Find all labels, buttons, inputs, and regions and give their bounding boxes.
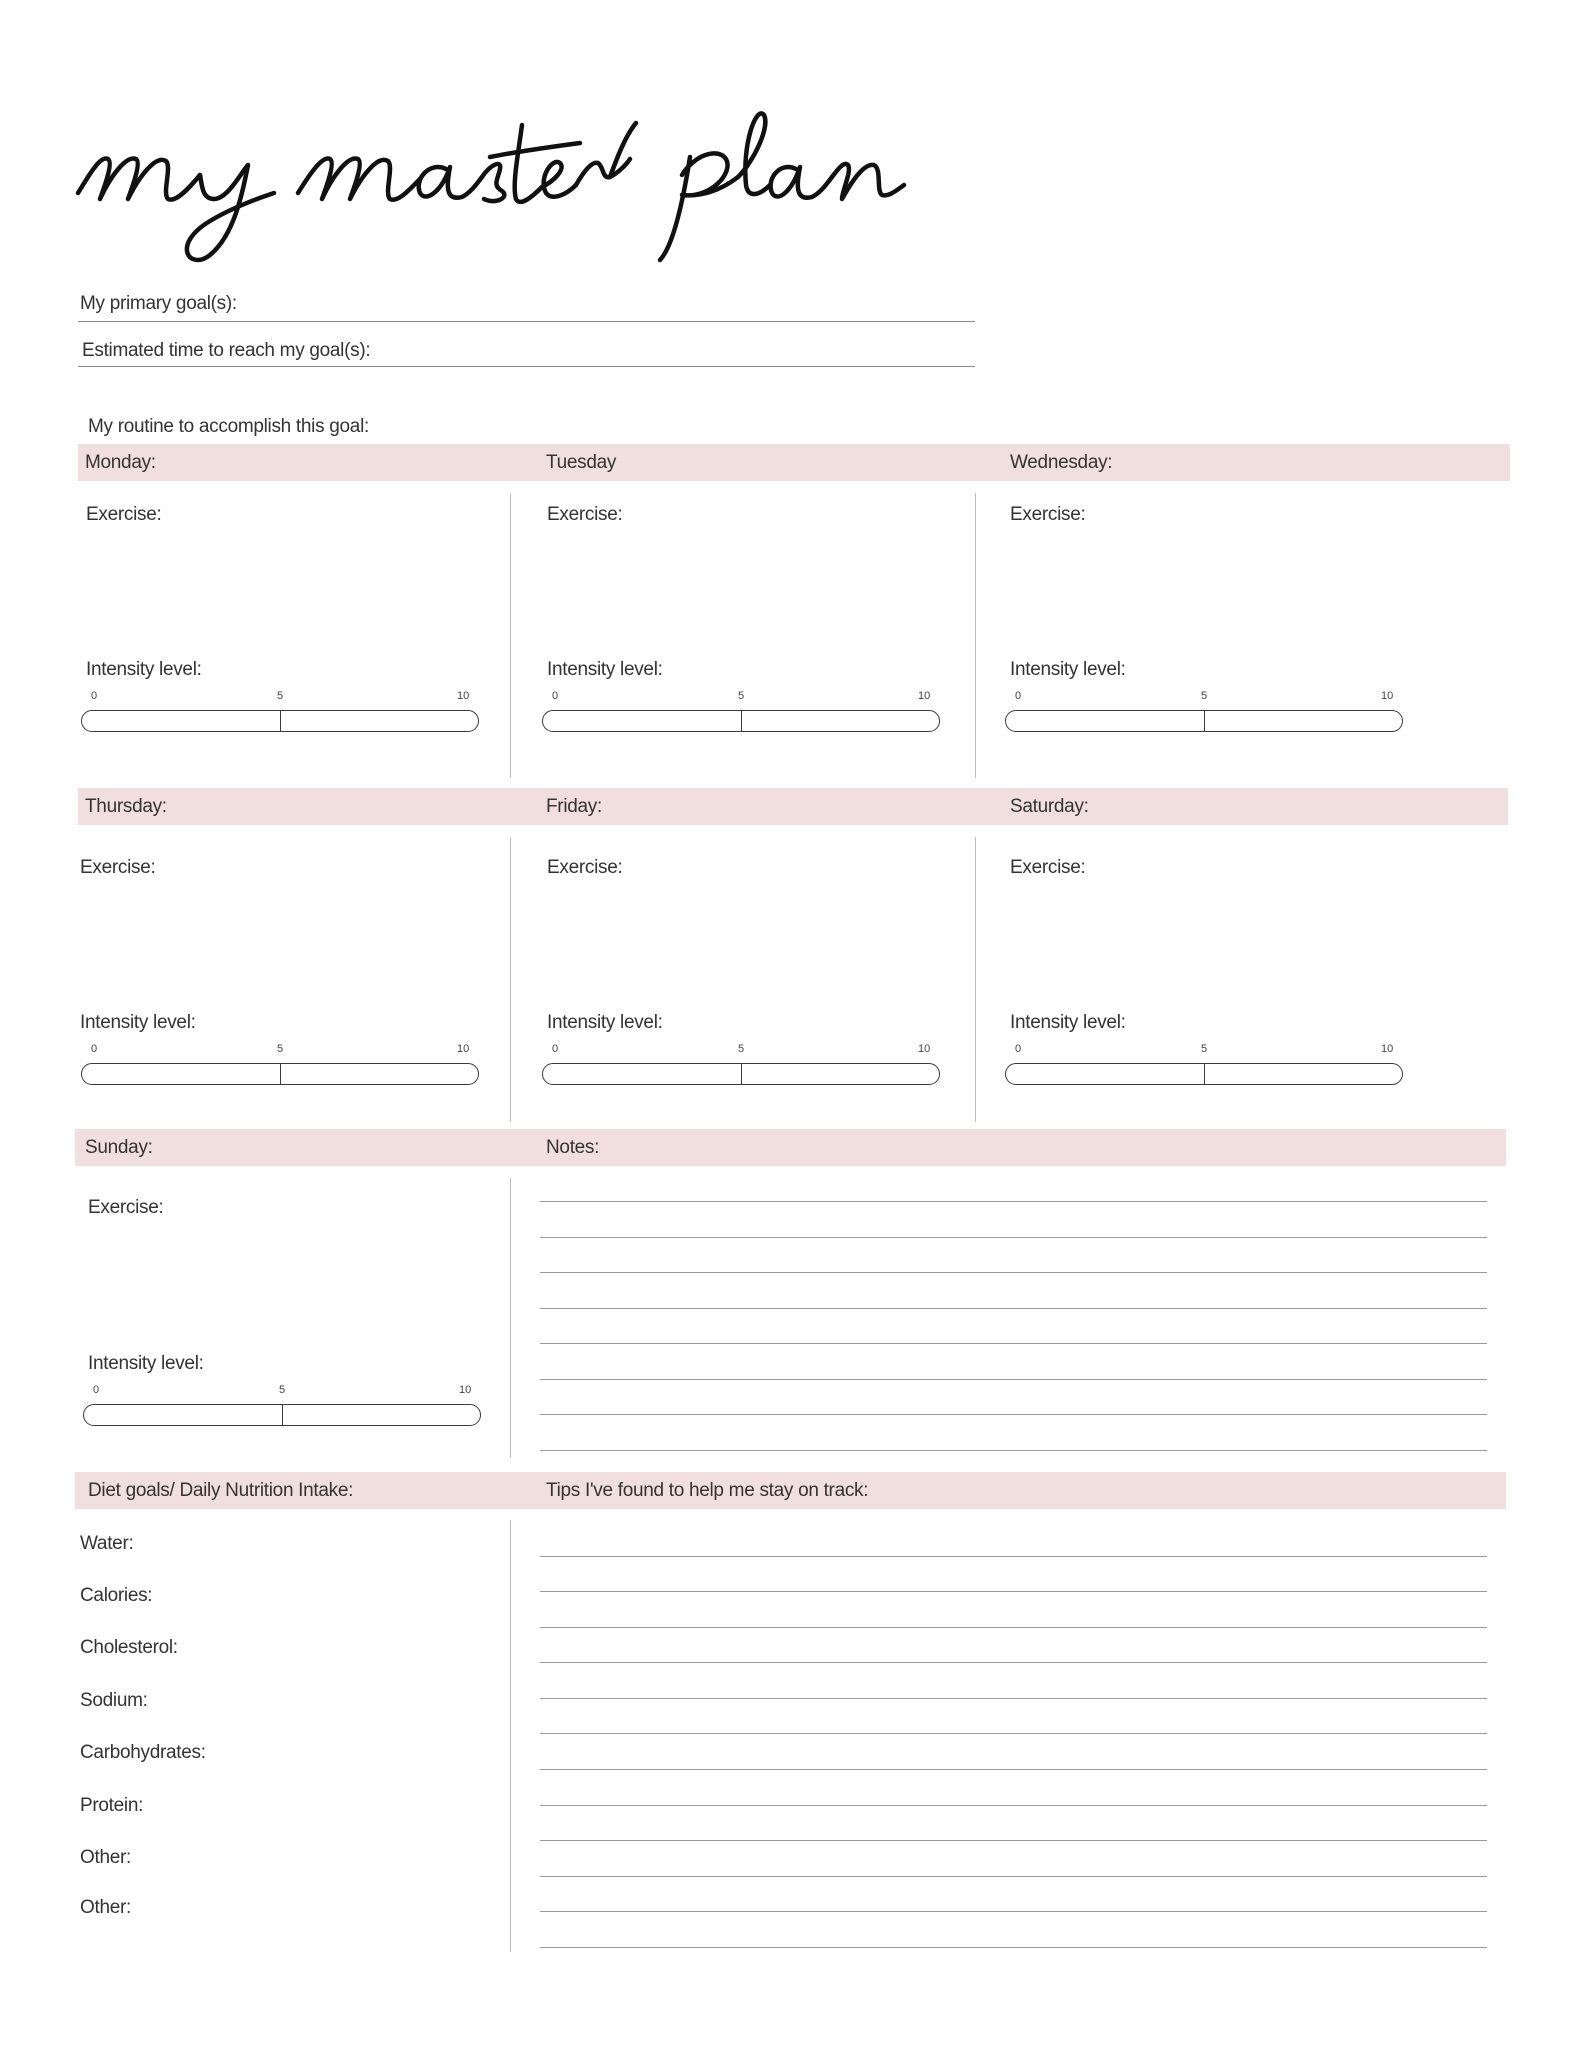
- intensity-label: Intensity level:: [547, 1012, 663, 1033]
- diet-item-carbohydrates: Carbohydrates:: [80, 1742, 206, 1763]
- diet-item-cholesterol: Cholesterol:: [80, 1637, 178, 1658]
- scale-max: 10: [457, 690, 470, 702]
- row3-header-band: [75, 1129, 1506, 1166]
- column-divider: [510, 1520, 511, 1952]
- intensity-scale-friday[interactable]: [542, 1043, 942, 1093]
- scale-min: 0: [1015, 690, 1022, 702]
- notes-line[interactable]: [540, 1379, 1487, 1380]
- notes-line[interactable]: [540, 1308, 1487, 1309]
- tips-line[interactable]: [540, 1591, 1487, 1592]
- diet-item-water: Water:: [80, 1533, 134, 1554]
- estimated-time-line[interactable]: [78, 366, 975, 367]
- day-label-tuesday: Tuesday: [546, 452, 617, 473]
- tips-line[interactable]: [540, 1556, 1487, 1557]
- scale-mid: 5: [738, 690, 745, 702]
- tips-line[interactable]: [540, 1947, 1487, 1948]
- notes-line[interactable]: [540, 1414, 1487, 1415]
- row2-header-band: [78, 788, 1508, 825]
- exercise-label: Exercise:: [88, 1197, 164, 1218]
- scale-mid: 5: [1201, 690, 1208, 702]
- intensity-scale-tuesday[interactable]: [542, 690, 942, 740]
- intensity-scale-sunday[interactable]: [83, 1384, 483, 1434]
- title-script-art: [70, 95, 910, 265]
- column-divider: [975, 493, 976, 778]
- tips-line[interactable]: [540, 1662, 1487, 1663]
- exercise-label: Exercise:: [86, 504, 162, 525]
- tips-line[interactable]: [540, 1733, 1487, 1734]
- scale-midpoint: [741, 710, 742, 732]
- exercise-label: Exercise:: [80, 857, 156, 878]
- scale-mid: 5: [277, 690, 284, 702]
- scale-min: 0: [93, 1384, 100, 1396]
- primary-goal-label: My primary goal(s):: [80, 293, 237, 314]
- notes-line[interactable]: [540, 1201, 1487, 1202]
- scale-midpoint: [280, 1063, 281, 1085]
- scale-midpoint: [1204, 710, 1205, 732]
- tips-line[interactable]: [540, 1840, 1487, 1841]
- notes-line[interactable]: [540, 1450, 1487, 1451]
- scale-mid: 5: [738, 1043, 745, 1055]
- day-label-thursday: Thursday:: [85, 796, 167, 817]
- estimated-time-label: Estimated time to reach my goal(s):: [82, 340, 371, 361]
- tips-line[interactable]: [540, 1627, 1487, 1628]
- intensity-label: Intensity level:: [547, 659, 663, 680]
- row4-header-band: [75, 1472, 1506, 1509]
- column-divider: [510, 1178, 511, 1458]
- tips-line[interactable]: [540, 1698, 1487, 1699]
- day-label-monday: Monday:: [85, 452, 156, 473]
- exercise-label: Exercise:: [1010, 857, 1086, 878]
- scale-min: 0: [552, 1043, 559, 1055]
- scale-mid: 5: [1201, 1043, 1208, 1055]
- day-label-wednesday: Wednesday:: [1010, 452, 1113, 473]
- intensity-label: Intensity level:: [1010, 659, 1126, 680]
- intensity-label: Intensity level:: [88, 1353, 204, 1374]
- tips-line[interactable]: [540, 1769, 1487, 1770]
- intensity-label: Intensity level:: [86, 659, 202, 680]
- diet-item-other: Other:: [80, 1847, 131, 1868]
- day-label-friday: Friday:: [546, 796, 602, 817]
- intensity-scale-thursday[interactable]: [81, 1043, 481, 1093]
- scale-mid: 5: [279, 1384, 286, 1396]
- scale-min: 0: [91, 1043, 98, 1055]
- diet-item-sodium: Sodium:: [80, 1690, 148, 1711]
- scale-max: 10: [1381, 1043, 1394, 1055]
- day-label-sunday: Sunday:: [85, 1137, 153, 1158]
- scale-min: 0: [1015, 1043, 1022, 1055]
- routine-label: My routine to accomplish this goal:: [88, 416, 369, 437]
- intensity-scale-monday[interactable]: [81, 690, 481, 740]
- notes-label: Notes:: [546, 1137, 600, 1158]
- diet-item-other: Other:: [80, 1897, 131, 1918]
- scale-midpoint: [282, 1404, 283, 1426]
- column-divider: [510, 493, 511, 778]
- scale-min: 0: [552, 690, 559, 702]
- page-title: [70, 95, 910, 265]
- primary-goal-line[interactable]: [78, 321, 975, 322]
- diet-header: Diet goals/ Daily Nutrition Intake:: [88, 1480, 354, 1501]
- scale-max: 10: [1381, 690, 1394, 702]
- column-divider: [975, 837, 976, 1122]
- exercise-label: Exercise:: [547, 504, 623, 525]
- intensity-label: Intensity level:: [80, 1012, 196, 1033]
- intensity-scale-wednesday[interactable]: [1005, 690, 1405, 740]
- tips-line[interactable]: [540, 1876, 1487, 1877]
- scale-mid: 5: [277, 1043, 284, 1055]
- tips-header: Tips I've found to help me stay on track:: [546, 1480, 869, 1501]
- row1-header-band: [78, 444, 1510, 481]
- notes-line[interactable]: [540, 1343, 1487, 1344]
- exercise-label: Exercise:: [547, 857, 623, 878]
- intensity-scale-saturday[interactable]: [1005, 1043, 1405, 1093]
- scale-max: 10: [457, 1043, 470, 1055]
- diet-item-protein: Protein:: [80, 1795, 144, 1816]
- exercise-label: Exercise:: [1010, 504, 1086, 525]
- tips-line[interactable]: [540, 1805, 1487, 1806]
- scale-min: 0: [91, 690, 98, 702]
- notes-line[interactable]: [540, 1237, 1487, 1238]
- intensity-label: Intensity level:: [1010, 1012, 1126, 1033]
- notes-line[interactable]: [540, 1272, 1487, 1273]
- day-label-saturday: Saturday:: [1010, 796, 1089, 817]
- scale-midpoint: [1204, 1063, 1205, 1085]
- scale-midpoint: [280, 710, 281, 732]
- scale-max: 10: [459, 1384, 472, 1396]
- diet-item-calories: Calories:: [80, 1585, 153, 1606]
- scale-midpoint: [741, 1063, 742, 1085]
- tips-line[interactable]: [540, 1911, 1487, 1912]
- scale-max: 10: [918, 690, 931, 702]
- column-divider: [510, 837, 511, 1122]
- scale-max: 10: [918, 1043, 931, 1055]
